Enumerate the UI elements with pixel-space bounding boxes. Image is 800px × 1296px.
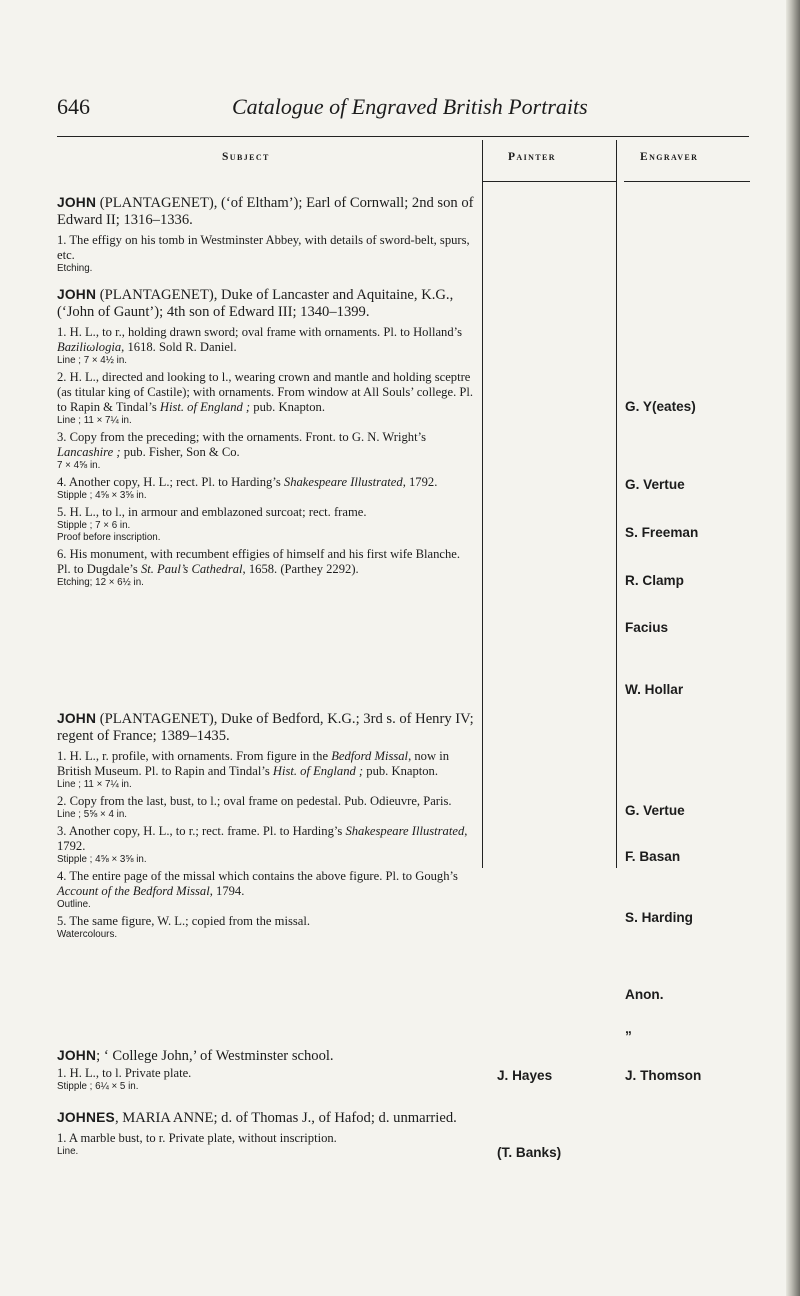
column-header-subject: Subject: [222, 151, 270, 163]
running-title: Catalogue of Engraved British Portraits: [232, 94, 588, 119]
engraver-name: S. Freeman: [625, 525, 699, 540]
print-item: 5. The same figure, W. L.; copied from the missal. Watercolours.: [57, 914, 475, 941]
column-header-painter: Painter: [508, 151, 556, 163]
print-state-note: Proof before inscription.: [57, 532, 161, 543]
engraver-header-rule: [624, 181, 750, 182]
print-item: 1. H. L., to r., holding drawn sword; oval frame with ornaments. Pl. to Holland’s Baziliωlogia, 1618. Sold R. Daniel. Line ; 7 × 4½ in.: [57, 325, 475, 367]
print-item: 2. Copy from the last, bust, to l.; oval frame on pedestal. Pub. Odieuvre, Paris. Line ; 5⅝ × 4 in.: [57, 794, 475, 821]
print-item: 4. The entire page of the missal which contains the above figure. Pl. to Gough’s Account of the Bedford Missal, 1794. Outline.: [57, 869, 475, 911]
print-item: 3. Copy from the preceding; with the ornaments. Front. to G. N. Wright’s Lancashire ; pub. Fisher, Son & Co. 7 × 4⅝ in.: [57, 430, 475, 472]
entry-heading: (PLANTAGENET), Duke of Lancaster and Aquitaine, K.G., (‘John of Gaunt’); 4th son of Edward III; 1340–1399.: [57, 287, 454, 320]
entry-heading: , MARIA ANNE; d. of Thomas J., of Hafod; d. unmarried.: [114, 1110, 457, 1126]
print-medium: 7 × 4⅝ in.: [57, 460, 101, 471]
engraver-name: G. Y(eates): [625, 399, 696, 414]
print-medium: Stipple ; 4⅝ × 3⅝ in.: [57, 490, 147, 501]
entry-heading: ; ‘ College John,’ of Westminster school.: [96, 1048, 334, 1064]
engraver-name: S. Harding: [625, 910, 693, 925]
engraver-name: F. Basan: [625, 849, 681, 864]
print-medium: Etching.: [57, 263, 93, 274]
print-medium: Line.: [57, 1146, 79, 1157]
print-item: 1. H. L., to l. Private plate. Stipple ; 6¼ × 5 in.: [57, 1066, 475, 1093]
entry-johnes-maria-anne: [57, 1109, 475, 1158]
print-item: 1. A marble bust, to r. Private plate, without inscription. Line.: [57, 1131, 475, 1158]
entry-name: JOHN: [57, 195, 97, 210]
print-medium: Stipple ; 6¼ × 5 in.: [57, 1081, 139, 1092]
print-item: 3. Another copy, H. L., to r.; rect. frame. Pl. to Harding’s Shakespeare Illustrated, 1792. Stipple ; 4⅝ × 3⅝ in.: [57, 824, 475, 866]
print-item: 1. H. L., r. profile, with ornaments. From figure in the Bedford Missal, now in British Museum. Pl. to Rapin and Tindal’s Hist. of England ; pub. Knapton. Line ; 11 × 7¼ in.: [57, 749, 475, 791]
engraver-name: Facius: [625, 620, 669, 635]
engraver-name: W. Hollar: [625, 682, 684, 697]
entry-john-of-gaunt: [57, 286, 475, 589]
print-medium: Outline.: [57, 899, 91, 910]
print-item: 1. The effigy on his tomb in Westminster Abbey, with details of sword-belt, spurs, etc. Etching.: [57, 233, 475, 275]
entry-john-of-eltham: [57, 194, 475, 275]
painter-name: (T. Banks): [497, 1145, 562, 1160]
engraver-name: Anon.: [625, 987, 664, 1002]
print-medium: Watercolours.: [57, 929, 118, 940]
engraver-name: J. Thomson: [625, 1068, 702, 1083]
page-number: 646: [57, 94, 90, 119]
entry-name: JOHN: [57, 1048, 97, 1063]
header-rule: [57, 136, 749, 137]
column-divider-engraver: [616, 140, 617, 868]
entry-heading: (PLANTAGENET), Duke of Bedford, K.G.; 3rd s. of Henry IV; regent of France; 1389–1435.: [57, 711, 474, 744]
column-header-engraver: Engraver: [640, 151, 699, 163]
engraver-name: G. Vertue: [625, 477, 685, 492]
print-item: 6. His monument, with recumbent effigies of himself and his first wife Blanche. Pl. to Dugdale’s St. Paul’s Cathedral, 1658. (Parthey 2292). Etching; 12 × 6½ in.: [57, 547, 475, 589]
entry-john-duke-of-bedford: [57, 710, 475, 941]
engraver-name: G. Vertue: [625, 803, 685, 818]
print-medium: Line ; 11 × 7¼ in.: [57, 779, 132, 790]
engraver-ditto-mark: „: [625, 1021, 632, 1036]
print-medium: Line ; 11 × 7¼ in.: [57, 415, 132, 426]
print-item: 5. H. L., to l., in armour and emblazoned surcoat; rect. frame. Stipple ; 7 × 6 in. Proof before inscription.: [57, 505, 475, 544]
entry-heading: (PLANTAGENET), (‘of Eltham’); Earl of Cornwall; 2nd son of Edward II; 1316–1336.: [57, 195, 474, 228]
entry-name: JOHNES: [57, 1110, 115, 1125]
print-medium: Line ; 7 × 4½ in.: [57, 355, 127, 366]
print-medium: Line ; 5⅝ × 4 in.: [57, 809, 127, 820]
entry-college-john: [57, 1047, 475, 1093]
column-divider-painter: [482, 140, 483, 868]
painter-name: J. Hayes: [497, 1068, 553, 1083]
print-item: 2. H. L., directed and looking to l., wearing crown and mantle and holding sceptre (as titular king of Castile); with ornaments. From window at All Souls’ college. Pl. to Rapin & Tindal’s Hist. of England ; pub. Knapton. Line ; 11 × 7¼ in.: [57, 370, 474, 426]
print-medium: Stipple ; 7 × 6 in.: [57, 520, 131, 531]
entry-name: JOHN: [57, 711, 97, 726]
page-edge-shadow: [786, 0, 800, 1296]
painter-header-rule: [482, 181, 616, 182]
print-medium: Etching; 12 × 6½ in.: [57, 577, 144, 588]
engraver-name: R. Clamp: [625, 573, 684, 588]
print-medium: Stipple ; 4⅝ × 3⅝ in.: [57, 854, 147, 865]
print-item: 4. Another copy, H. L.; rect. Pl. to Harding’s Shakespeare Illustrated, 1792. Stipple ; 4⅝ × 3⅝ in.: [57, 475, 475, 502]
entry-name: JOHN: [57, 287, 97, 302]
